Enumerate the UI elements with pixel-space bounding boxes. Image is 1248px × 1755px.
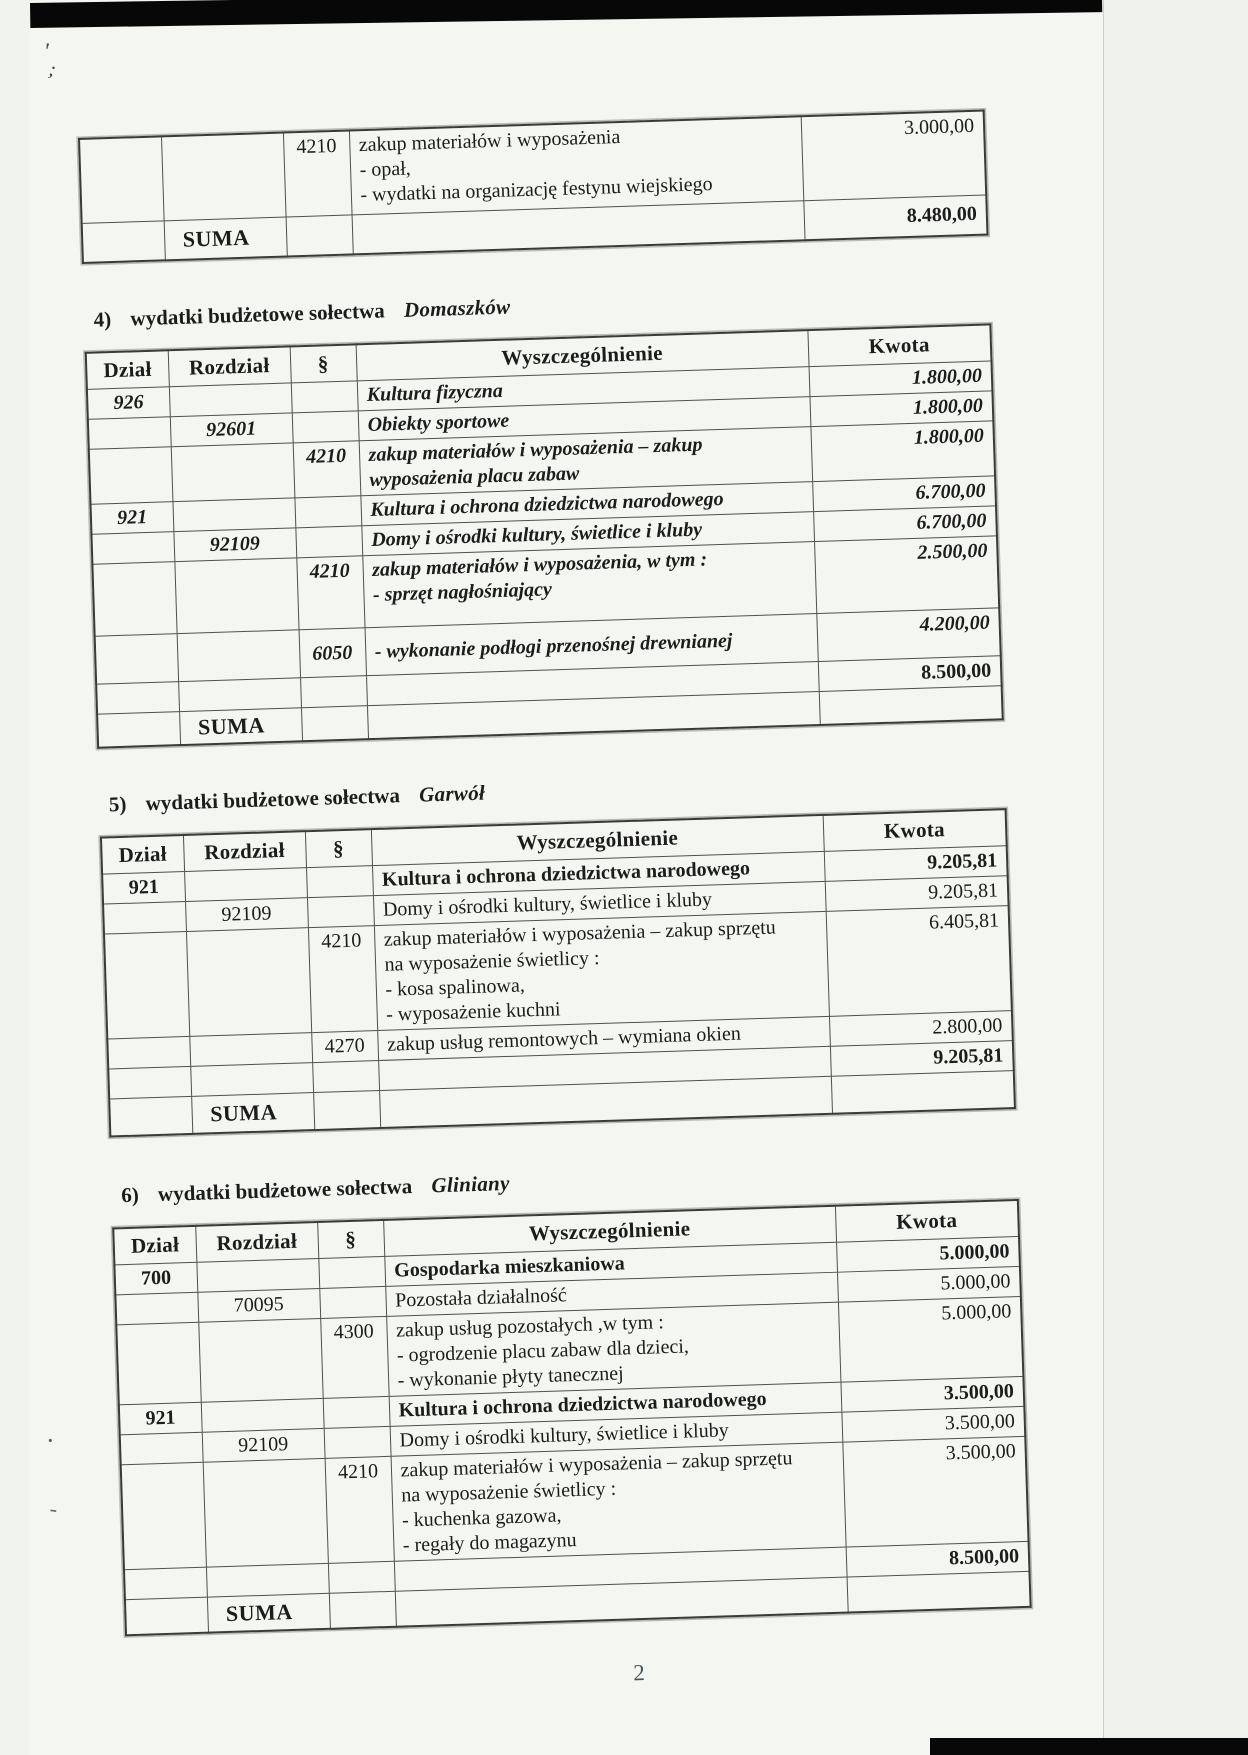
col-header-paragraf: §	[305, 829, 372, 867]
col-header-rozdzial: Rozdział	[183, 831, 306, 871]
paragraf-cell	[291, 380, 358, 412]
desc-cell: Gospodarka mieszkaniowa	[384, 1242, 837, 1286]
scan-artifact-top-bar	[30, 0, 1102, 28]
dzial-cell: 700	[114, 1262, 197, 1295]
kwota-cell: 1.800,00	[810, 420, 995, 481]
section6-heading	[121, 1153, 1023, 1209]
dzial-cell: 921	[119, 1402, 202, 1435]
rozdzial-cell	[177, 629, 300, 681]
section-label: wydatki budżetowe sołectwa	[130, 298, 386, 331]
village-name: Garwół	[418, 780, 486, 807]
col-header-paragraf: §	[290, 344, 357, 382]
kwota-cell: 1.800,00	[809, 360, 993, 396]
rozdzial-cell	[201, 1398, 324, 1432]
desc-cell: Domy i ośrodki kultury, świetlice i kluby	[390, 1412, 843, 1456]
dzial-cell	[103, 901, 186, 934]
empty-cell	[206, 1563, 329, 1597]
rozdzial-cell	[203, 1458, 328, 1567]
kwota-cell: 4.200,00	[816, 607, 1000, 661]
scan-speck: ;	[46, 58, 60, 82]
rozdzial-cell	[169, 382, 292, 416]
suma-label: SUMA	[164, 217, 287, 261]
paragraf-cell: 6050	[299, 627, 366, 677]
kwota-cell: 3.500,00	[840, 1376, 1024, 1412]
paragraf-cell: 4210	[283, 130, 352, 216]
dzial-cell	[104, 931, 189, 1039]
empty-cell	[125, 1597, 208, 1636]
dzial-cell: 921	[102, 871, 185, 904]
dzial-cell	[95, 633, 178, 684]
suma-label: SUMA	[179, 707, 302, 745]
empty-cell	[819, 685, 1003, 725]
section-number: 5)	[108, 791, 127, 817]
village-name: Gliniany	[431, 1170, 510, 1198]
rozdzial-cell	[184, 867, 307, 901]
section-label: wydatki budżetowe sołectwa	[157, 1174, 413, 1207]
col-header-rozdzial: Rozdział	[168, 346, 291, 386]
suma-label: SUMA	[207, 1593, 330, 1633]
rozdzial-cell	[161, 133, 286, 221]
paragraf-cell: 4210	[296, 555, 364, 629]
empty-cell	[313, 1090, 380, 1130]
col-header-wyszczegolnienie: Wyszczególnienie	[356, 330, 809, 380]
rozdzial-cell: 92109	[202, 1428, 325, 1462]
paragraf-cell	[318, 1256, 385, 1288]
paragraf-cell	[294, 495, 361, 527]
empty-cell	[328, 1561, 395, 1593]
section-number: 6)	[120, 1182, 140, 1208]
col-header-paragraf: §	[317, 1220, 384, 1258]
rozdzial-cell	[171, 442, 295, 501]
scan-left-margin	[0, 0, 30, 1755]
rozdzial-cell	[189, 1032, 312, 1066]
dzial-cell	[120, 1432, 203, 1465]
desc-cell: Kultura i ochrona dziedzictwa narodowego	[389, 1382, 842, 1426]
kwota-cell: 5.000,00	[837, 1266, 1021, 1302]
col-header-kwota: Kwota	[807, 324, 991, 366]
empty-cell	[300, 675, 367, 707]
dzial-cell	[91, 531, 174, 564]
desc-cell: Obiekty sportowe	[358, 396, 811, 440]
rozdzial-cell: 70095	[197, 1288, 320, 1322]
desc-cell: Domy i ośrodki kultury, świetlice i kluby	[361, 511, 814, 555]
scan-speck: ·	[46, 1426, 55, 1455]
col-header-dzial: Dział	[86, 350, 169, 389]
empty-cell	[178, 677, 301, 711]
col-header-rozdzial: Rozdział	[195, 1222, 318, 1262]
empty-cell	[831, 1070, 1015, 1114]
desc-cell: zakup materiałów i wyposażenia – zakup sprzętu na wyposażenie świetlicy : - kosa spalinowa, - wyposażenie kuchni	[374, 911, 829, 1030]
section-number: 4)	[93, 307, 112, 332]
empty-cell	[108, 1066, 191, 1099]
col-header-kwota: Kwota	[823, 809, 1007, 851]
dzial-cell	[88, 416, 171, 449]
desc-cell: Domy i ośrodki kultury, świetlice i kluby	[373, 881, 826, 925]
paragraf-cell: 4210	[293, 440, 361, 497]
col-header-wyszczegolnienie: Wyszczególnienie	[371, 815, 824, 865]
budget-table-garwol	[100, 808, 1016, 1137]
desc-cell: Kultura fizyczna	[357, 366, 810, 410]
empty-cell	[82, 220, 165, 263]
col-header-kwota: Kwota	[835, 1200, 1019, 1242]
empty-cell	[97, 711, 180, 748]
col-header-dzial: Dział	[101, 835, 184, 874]
kwota-cell: 5.000,00	[838, 1296, 1023, 1382]
paragraf-cell	[295, 525, 362, 557]
empty-cell	[847, 1571, 1031, 1613]
scan-artifact-bottom-bar	[930, 1738, 1248, 1755]
empty-cell	[124, 1567, 207, 1600]
kwota-cell: 2.500,00	[814, 535, 999, 613]
paragraf-cell	[319, 1286, 386, 1318]
desc-cell: zakup usług remontowych – wymiana okien	[377, 1016, 830, 1060]
dzial-cell	[107, 1036, 190, 1069]
scanned-page-content	[78, 109, 1039, 1702]
desc-cell: zakup materiałów i wyposażenia, w tym : - sprzęt nagłośniający	[362, 541, 816, 627]
desc-cell: Kultura i ochrona dziedzictwa narodowego	[372, 851, 825, 895]
kwota-cell: 3.500,00	[841, 1406, 1025, 1442]
page-number: 2	[632, 1659, 646, 1686]
total-kwota-cell: 8.500,00	[846, 1541, 1030, 1577]
dzial-cell	[121, 1462, 206, 1570]
budget-table-domaszkow	[85, 323, 1004, 748]
col-header-wyszczegolnienie: Wyszczególnienie	[383, 1206, 836, 1256]
empty-cell	[301, 705, 368, 741]
empty-cell	[329, 1591, 396, 1629]
scan-speck: ‑	[48, 1495, 60, 1522]
paragraf-cell	[306, 865, 373, 897]
paragraf-cell	[292, 410, 359, 442]
paragraf-cell	[307, 895, 374, 927]
total-kwota-cell: 9.205,81	[830, 1040, 1014, 1076]
suma-kwota-cell: 8.480,00	[803, 194, 987, 240]
dzial-cell	[79, 136, 164, 223]
dzial-cell: 926	[87, 386, 170, 419]
empty-cell	[109, 1096, 192, 1137]
desc-cell: zakup usług pozostałych ,w tym : - ogrodzenie placu zabaw dla dzieci, - wykonanie płyty tanecznej	[386, 1302, 840, 1396]
dzial-cell	[92, 561, 176, 636]
desc-cell: Pozostała działalność	[385, 1272, 838, 1316]
rozdzial-cell: 92109	[173, 527, 296, 561]
section-label: wydatki budżetowe sołectwa	[145, 783, 401, 816]
paragraf-cell	[323, 1396, 390, 1428]
rozdzial-cell	[198, 1318, 322, 1402]
paragraf-cell: 4210	[325, 1456, 394, 1563]
kwota-cell: 3.000,00	[801, 111, 987, 201]
kwota-cell: 3.500,00	[842, 1436, 1028, 1547]
section4-heading	[93, 277, 995, 333]
budget-table-gliniany	[112, 1199, 1031, 1636]
kwota-cell: 2.800,00	[829, 1010, 1013, 1046]
rozdzial-cell: 92601	[170, 412, 293, 446]
dzial-cell	[115, 1292, 198, 1325]
dzial-cell	[89, 446, 173, 504]
village-name: Domaszków	[403, 294, 511, 322]
empty-cell	[312, 1060, 379, 1092]
kwota-cell: 6.700,00	[813, 505, 997, 541]
desc-cell: zakup materiałów i wyposażenia – zakup sprzętu na wyposażenie świetlicy : - kuchenka gazowa, - regały do magazynu	[391, 1442, 846, 1561]
rozdzial-cell: 92109	[185, 897, 308, 931]
rozdzial-cell	[196, 1258, 319, 1292]
kwota-cell: 9.205,81	[824, 845, 1008, 881]
empty-cell	[96, 681, 179, 714]
paragraf-cell: 4300	[320, 1316, 388, 1398]
dzial-cell	[116, 1322, 200, 1405]
total-kwota-cell: 8.500,00	[818, 655, 1002, 691]
kwota-cell: 6.405,81	[826, 905, 1012, 1016]
paragraf-cell: 4210	[308, 925, 377, 1032]
empty-cell	[190, 1062, 313, 1096]
kwota-cell: 9.205,81	[825, 875, 1009, 911]
paragraf-cell	[324, 1426, 391, 1458]
paragraf-cell: 4270	[311, 1030, 378, 1062]
dzial-cell: 921	[90, 501, 173, 534]
kwota-cell: 6.700,00	[812, 475, 996, 511]
scan-paper-edge	[1103, 0, 1248, 1755]
col-header-dzial: Dział	[113, 1226, 196, 1265]
empty-cell	[286, 214, 353, 256]
rozdzial-cell	[172, 497, 295, 531]
section5-heading	[109, 762, 1011, 818]
desc-cell: - wykonanie podłogi przenośnej drewnianej	[365, 613, 818, 675]
budget-table-continuation	[78, 110, 989, 264]
rozdzial-cell	[186, 927, 311, 1036]
suma-label: SUMA	[191, 1092, 314, 1134]
scan-speck: '	[41, 38, 51, 66]
kwota-cell: 1.800,00	[809, 390, 993, 426]
rozdzial-cell	[174, 557, 298, 633]
desc-cell: Kultura i ochrona dziedzictwa narodowego	[360, 481, 813, 525]
desc-cell: zakup materiałów i wyposażenia – zakup wyposażenia placu zabaw	[359, 426, 813, 495]
kwota-cell: 5.000,00	[836, 1236, 1020, 1272]
desc-cell: zakup materiałów i wyposażenia - opał, - wydatki na organizację festynu wiejskiego	[349, 116, 803, 214]
